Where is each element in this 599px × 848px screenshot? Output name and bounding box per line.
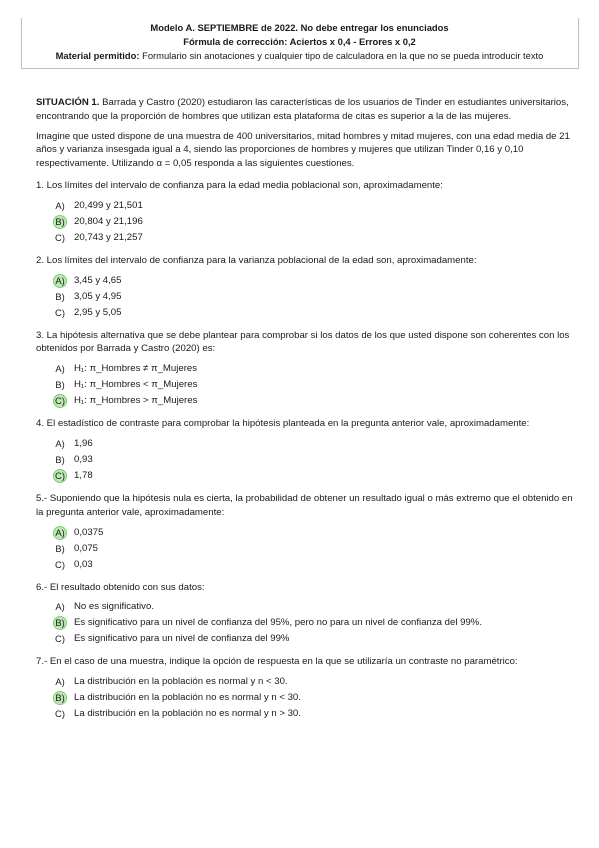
answer-option[interactable] bbox=[36, 599, 574, 615]
answer-text: 0,075 bbox=[74, 542, 99, 554]
answer-text: 3,05 y 4,95 bbox=[74, 290, 122, 302]
situation-text-1: Barrada y Castro (2020) estudiaron las características de los usuarios de Tinder en estudiantes universitarios, encontrando que la proporción de hombres que utilizan esta plataforma de citas es superior a la de las mujeres. bbox=[36, 97, 569, 122]
situation-paragraph-2: Imagine que usted dispone de una muestra de 400 universitarios, mitad hombres y mitad mujeres, con una edad media de 21 años y varianza insesgada igual a 4, siendo las proporciones de hombres y mujeres que utilizan Tinder 0,16 y 0,10 respectivamente. Utilizando α = 0,05 responda a las siguientes cuestiones. bbox=[36, 130, 570, 170]
answer-text: 20,743 y 21,257 bbox=[74, 231, 143, 243]
selected-answer-marker: A) bbox=[53, 274, 67, 288]
exam-header bbox=[0, 18, 599, 69]
answer-option[interactable] bbox=[36, 631, 574, 647]
answer-option[interactable] bbox=[36, 273, 574, 289]
answer-letter: A) bbox=[55, 363, 65, 375]
answer-text: La distribución en la población es normal y n < 30. bbox=[74, 676, 288, 688]
question-6 bbox=[36, 581, 574, 648]
question-5 bbox=[36, 492, 574, 573]
answer-options bbox=[36, 436, 574, 484]
answer-letter: C) bbox=[55, 231, 65, 243]
question-text: 1. Los límites del intervalo de confianza para la edad media poblacional son, aproximadamente: bbox=[36, 179, 443, 191]
answer-letter: A) bbox=[55, 199, 65, 211]
answer-letter: B) bbox=[55, 542, 65, 554]
exam-content bbox=[36, 96, 574, 722]
question-2 bbox=[36, 254, 574, 321]
exam-title: Modelo A. SEPTIEMBRE de 2022. No debe entregar los enunciados bbox=[150, 22, 449, 33]
allowed-material-text: Formulario sin anotaciones y cualquier tipo de calculadora en la que no se pueda introducir texto bbox=[139, 50, 544, 61]
answer-text: H₁: π_Hombres > π_Mujeres bbox=[74, 395, 198, 407]
answer-option[interactable] bbox=[36, 361, 574, 377]
answer-letter: B) bbox=[55, 379, 65, 391]
question-text: 2. Los límites del intervalo de confianza para la varianza poblacional de la edad son, aproximadamente: bbox=[36, 254, 477, 266]
answer-option[interactable] bbox=[36, 436, 574, 452]
answer-option[interactable] bbox=[36, 305, 574, 321]
answer-option[interactable] bbox=[36, 690, 574, 706]
allowed-material-label: Material permitido: bbox=[55, 50, 140, 61]
answer-options bbox=[36, 525, 574, 573]
answer-options bbox=[36, 361, 574, 409]
answer-text: 20,499 y 21,501 bbox=[74, 199, 143, 211]
answer-option[interactable] bbox=[36, 541, 574, 557]
selected-answer-marker: A) bbox=[53, 526, 67, 540]
answer-text: 0,03 bbox=[74, 558, 93, 570]
answer-text: Es significativo para un nivel de confianza del 99% bbox=[74, 633, 290, 645]
answer-text: 1,78 bbox=[74, 469, 93, 481]
question-3 bbox=[36, 329, 574, 410]
correction-formula: Fórmula de corrección: Aciertos x 0,4 - Errores x 0,2 bbox=[183, 36, 416, 47]
selected-answer-marker: B) bbox=[53, 691, 67, 705]
selected-answer-marker: C) bbox=[53, 394, 67, 408]
answer-text: 2,95 y 5,05 bbox=[74, 306, 122, 318]
answer-text: 20,804 y 21,196 bbox=[74, 215, 143, 227]
answer-options bbox=[36, 674, 574, 722]
answer-option[interactable] bbox=[36, 615, 574, 631]
answer-options bbox=[36, 599, 574, 647]
answer-letter: A) bbox=[55, 601, 65, 613]
answer-text: La distribución en la población no es normal y n > 30. bbox=[74, 708, 301, 720]
answer-option[interactable] bbox=[36, 198, 574, 214]
question-list bbox=[36, 179, 574, 722]
question-text: 3. La hipótesis alternativa que se debe plantear para comprobar si los datos de los que usted dispone son coherentes con los obtenidos por Barrada y Castro (2020) es: bbox=[36, 329, 570, 355]
answer-letter: C) bbox=[55, 558, 65, 570]
selected-answer-marker: B) bbox=[53, 215, 67, 229]
answer-text: No es significativo. bbox=[74, 601, 154, 613]
answer-text: Es significativo para un nivel de confianza del 95%, pero no para un nivel de confianza del 99%. bbox=[74, 617, 482, 629]
answer-letter: C) bbox=[55, 306, 65, 318]
answer-option[interactable] bbox=[36, 377, 574, 393]
allowed-material bbox=[22, 49, 578, 63]
answer-letter: B) bbox=[55, 453, 65, 465]
question-text: 5.- Suponiendo que la hipótesis nula es cierta, la probabilidad de obtener un resultado igual o más extremo que el obtenido en la pregunta anterior vale, aproximadamente: bbox=[36, 492, 573, 518]
question-1 bbox=[36, 179, 574, 246]
answer-text: H₁: π_Hombres ≠ π_Mujeres bbox=[74, 363, 198, 375]
answer-option[interactable] bbox=[36, 393, 574, 409]
answer-letter: A) bbox=[55, 437, 65, 449]
question-text: 4. El estadístico de contraste para comprobar la hipótesis planteada en la pregunta anterior vale, aproximadamente: bbox=[36, 418, 530, 430]
situation-label: SITUACIÓN 1. bbox=[36, 97, 100, 108]
answer-text: 0,93 bbox=[74, 453, 93, 465]
answer-text: 3,45 y 4,65 bbox=[74, 274, 122, 286]
answer-option[interactable] bbox=[36, 557, 574, 573]
selected-answer-marker: C) bbox=[53, 469, 67, 483]
answer-letter: B) bbox=[55, 290, 65, 302]
answer-options bbox=[36, 273, 574, 321]
answer-options bbox=[36, 198, 574, 246]
question-7 bbox=[36, 655, 574, 722]
answer-text: 0,0375 bbox=[74, 526, 104, 538]
question-text: 7.- En el caso de una muestra, indique la opción de respuesta en la que se utilizaría un contraste no paramétrico: bbox=[36, 656, 518, 668]
answer-text: H₁: π_Hombres < π_Mujeres bbox=[74, 379, 198, 391]
answer-option[interactable] bbox=[36, 214, 574, 230]
answer-option[interactable] bbox=[36, 289, 574, 305]
selected-answer-marker: B) bbox=[53, 616, 67, 630]
answer-option[interactable] bbox=[36, 706, 574, 722]
answer-option[interactable] bbox=[36, 525, 574, 541]
answer-text: La distribución en la población no es normal y n < 30. bbox=[74, 692, 301, 704]
answer-letter: A) bbox=[55, 676, 65, 688]
answer-text: 1,96 bbox=[74, 437, 93, 449]
question-text: 6.- El resultado obtenido con sus datos: bbox=[36, 581, 205, 593]
answer-option[interactable] bbox=[36, 674, 574, 690]
answer-option[interactable] bbox=[36, 452, 574, 468]
answer-letter: C) bbox=[55, 708, 65, 720]
answer-letter: C) bbox=[55, 633, 65, 645]
situation-paragraph-1 bbox=[36, 96, 574, 124]
question-4 bbox=[36, 417, 574, 484]
answer-option[interactable] bbox=[36, 468, 574, 484]
answer-option[interactable] bbox=[36, 230, 574, 246]
